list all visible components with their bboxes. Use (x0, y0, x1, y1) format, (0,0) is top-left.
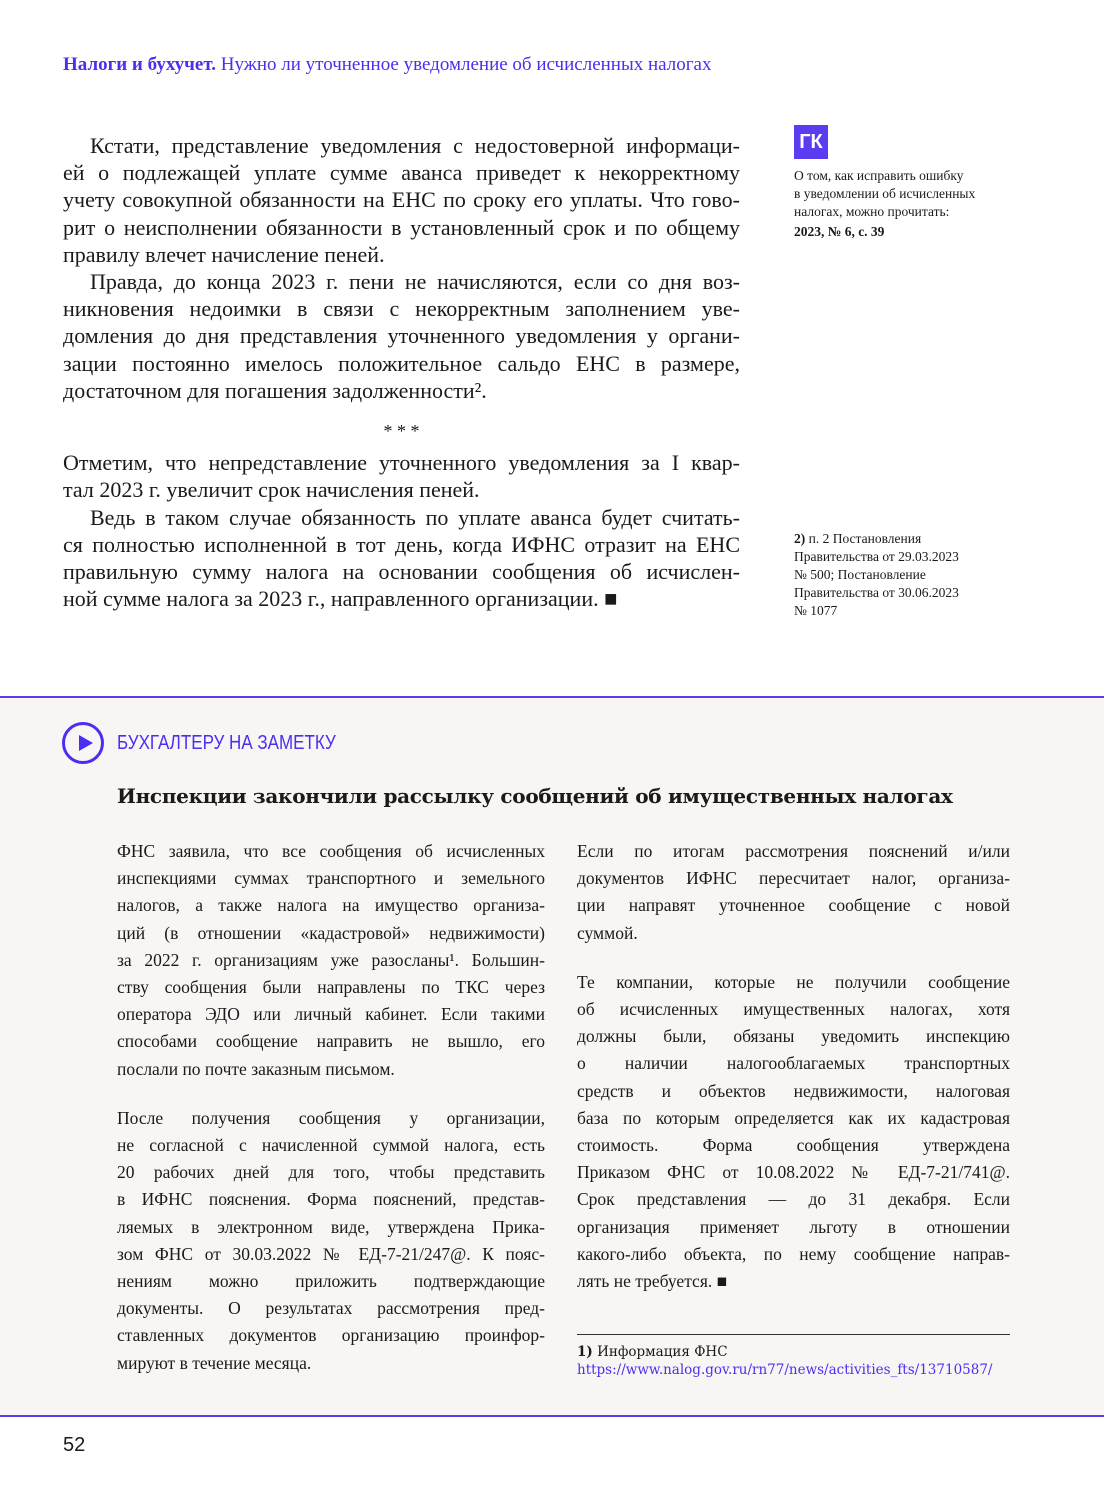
text-line: зом ФНС от 30.03.2022 № ЕД-7-21/247@. К пояс- (117, 1243, 545, 1264)
text-line: правилу влечет начисление пеней. (63, 241, 385, 267)
text-line: домления до дня представления уточненного уведомления у органи- (63, 323, 740, 349)
text-line: база по которым определяется как их кадастровая (577, 1107, 1010, 1128)
text-line: ФНС заявила, что все сообщения об исчисленных (117, 841, 545, 861)
footnote-number: 2) (794, 531, 806, 546)
text-line: никновения недоимки в связи с некорректным заполнением уве- (63, 296, 740, 322)
text-line: средств и объектов недвижимости, налоговая (577, 1080, 1010, 1101)
box-column-right (577, 838, 1010, 1295)
paragraph (577, 969, 1010, 1295)
paragraph (63, 132, 740, 268)
text-line: правильную сумму налога на основании сообщения об исчислен- (63, 559, 740, 585)
text-line: должны были, обязаны уведомить инспекцию (577, 1026, 1010, 1047)
text-line: № 1077 (794, 603, 838, 618)
text-line: суммой. (577, 922, 638, 943)
text-line: ству сообщения были направлены по ТКС через (117, 977, 545, 998)
box-title: Инспекции закончили рассылку сообщений об имущественных налогах (117, 784, 953, 808)
paragraph (63, 504, 740, 613)
text-line: за 2022 г. организациям уже разосланы¹. Большин- (117, 949, 545, 970)
box-rubric: БУХГАЛТЕРУ НА ЗАМЕТКУ (117, 732, 336, 754)
paragraph (63, 268, 740, 404)
page-number: 52 (63, 1434, 86, 1456)
box-column-left (117, 838, 545, 1377)
text-line: рит о неисполнении обязанности в установленный срок и по общему (63, 214, 740, 240)
paragraph (577, 838, 1010, 947)
footnote-number: 1) (577, 1344, 593, 1360)
footnote-link[interactable]: https://www.nalog.gov.ru/rn77/news/activities_fts/13710587/ (577, 1362, 993, 1378)
text-line: Те компании, которые не получили сообщение (577, 971, 1010, 992)
text-line: какого-либо объекта, по нему сообщение направ- (577, 1243, 1010, 1264)
text-line: Ведь в таком случае обязанность по уплате аванса будет считать- (90, 504, 740, 530)
text-line: достаточном для погашения задолженности². (63, 377, 487, 403)
text-line: налогах, можно прочитать: (794, 204, 950, 219)
text-line: Правительства от 29.03.2023 (794, 549, 959, 564)
text-line: Срок представления — до 31 декабря. Если (577, 1189, 1010, 1210)
paragraph (117, 838, 545, 1083)
note-reference[interactable]: 2023, № 6, с. 39 (794, 224, 885, 239)
text-line: Отметим, что непредставление уточненного уведомления за I квар- (63, 450, 740, 476)
text-line: не согласной с начисленной суммой налога, есть (117, 1135, 545, 1156)
text-line: зации постоянно имелось положительное сальдо ЕНС в размере, (63, 350, 740, 376)
text-line: в уведомлении об исчисленных (794, 186, 976, 201)
text-line: учету совокупной обязанности на ЕНС по сроку его уплаты. Что гово- (63, 187, 740, 213)
header-section: Налоги и бухучет. (63, 54, 216, 75)
text-line: № 500; Постановление (794, 567, 926, 582)
text-line: организация применяет льготу в отношении (577, 1216, 1010, 1237)
separator-stars: * * * (383, 421, 420, 442)
running-header (63, 54, 711, 76)
text-line: лять не требуется. ■ (577, 1271, 728, 1292)
text-line: ся полностью исполненной в тот день, когда ИФНС отразит на ЕНС (63, 531, 740, 557)
text-line: Правительства от 30.06.2023 (794, 585, 959, 600)
footnote-text: Информация ФНС (597, 1344, 728, 1360)
text-line: О том, как исправить ошибку (794, 168, 964, 183)
text-line: в ИФНС пояснения. Форма пояснений, представ- (117, 1189, 545, 1210)
text-line: После получения сообщения у организации, (117, 1107, 545, 1128)
text-line: 20 рабочих дней для того, чтобы представить (117, 1162, 545, 1183)
text-line: тал 2023 г. увеличит срок начисления пеней. (63, 477, 480, 503)
text-line: ной сумме налога за 2023 г., направленного организации. ■ (63, 586, 618, 612)
text-line: стоимость. Форма сообщения утверждена (577, 1135, 1010, 1156)
text-line: послали по почте заказным письмом. (117, 1058, 395, 1079)
paragraph (117, 1105, 545, 1377)
text-line: Кстати, представление уведомления с недостоверной информаци- (90, 133, 740, 158)
text-line: документов ИФНС пересчитает налог, организа- (577, 868, 1010, 889)
note-text (794, 167, 975, 221)
text-line: Правда, до конца 2023 г. пени не начисляются, если со дня воз- (90, 269, 740, 295)
sidebar-note (794, 167, 975, 241)
text-line: нениям можно приложить подтверждающие (117, 1271, 545, 1292)
text-line: Если по итогам рассмотрения пояснений и/или (577, 841, 1010, 861)
text-line: ляемых в электронном виде, утверждена Прика- (117, 1216, 545, 1237)
sidebar-footnote (794, 530, 959, 620)
box-footnote (577, 1334, 1010, 1379)
text-line: п. 2 Постановления (808, 531, 922, 546)
text-line: документы. О результатах рассмотрения пред- (117, 1298, 545, 1319)
text-line: ции направят уточненное сообщение с новой (577, 895, 1010, 916)
play-circle-icon (62, 722, 104, 764)
sidebar-box (0, 696, 1104, 1417)
text-line: оператора ЭДО или личный кабинет. Если такими (117, 1004, 545, 1025)
text-line: мируют в течение месяца. (117, 1352, 312, 1373)
magazine-logo-icon: ГК (794, 125, 828, 159)
text-line: ставленных документов организацию проинфор- (117, 1325, 545, 1346)
text-line: ей о подлежащей уплате сумме аванса приведет к некорректному (63, 160, 740, 186)
text-line: налогов, а также налога на имущество организа- (117, 895, 545, 916)
footnote-text (794, 531, 959, 618)
text-line: инспекциями суммах транспортного и земельного (117, 868, 545, 889)
text-line: ций (в отношении «кадастровой» недвижимости) (117, 922, 545, 943)
text-line: Приказом ФНС от 10.08.2022 № ЕД-7-21/741@. (577, 1162, 1010, 1183)
text-line: о наличии налогооблагаемых транспортных (577, 1053, 1010, 1074)
text-line: об исчисленных имущественных налогах, хотя (577, 999, 1010, 1020)
text-line: способами сообщение направить не вышло, его (117, 1031, 545, 1052)
paragraph (63, 449, 740, 503)
header-title: Нужно ли уточненное уведомление об исчисленных налогах (220, 54, 712, 75)
article-body (63, 132, 740, 612)
